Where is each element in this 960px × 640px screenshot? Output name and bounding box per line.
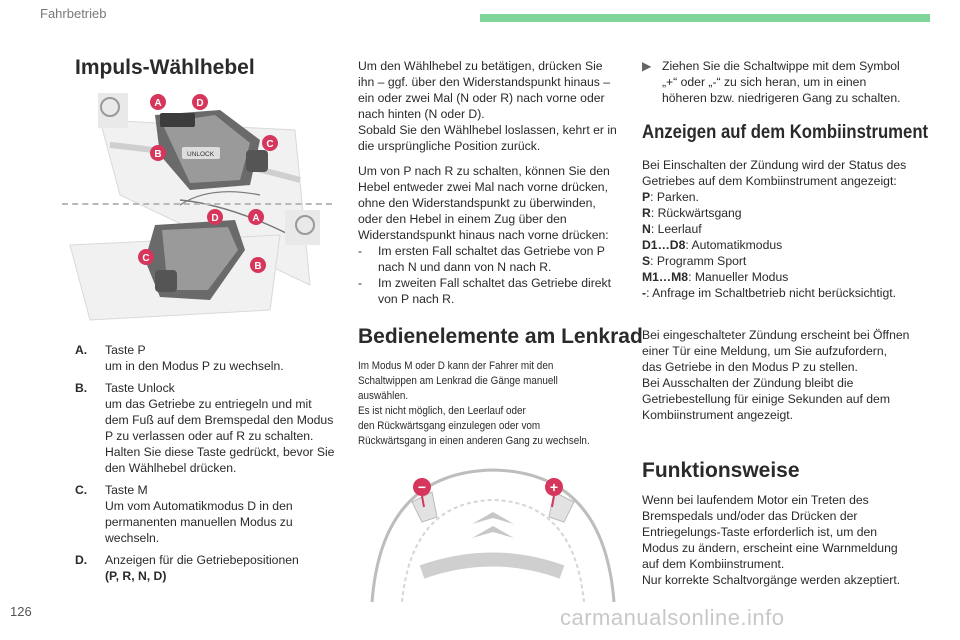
svg-text:−: − (417, 479, 427, 495)
title-impuls-waehlhebel: Impuls-Wählhebel (75, 56, 255, 79)
marker-d-bottom: D (211, 213, 219, 224)
status-item: N: Leerlauf (642, 222, 702, 236)
svg-text:+: + (549, 479, 559, 495)
section-accent-bar (480, 14, 930, 22)
section-header: Fahrbetrieb (40, 6, 107, 21)
marker-d-top: D (196, 98, 204, 109)
selector-lever-figure (60, 85, 340, 330)
status-item: M1…M8: Manueller Modus (642, 270, 789, 284)
legend-item-a: A. Taste P um in den Modus P zu wechseln. (75, 343, 284, 373)
bullet-item: - Im zweiten Fall schaltet das Getriebe direkt von P nach R. (358, 276, 612, 306)
watermark: carmanualsonline.info (560, 605, 785, 630)
lever-operation-text: Um den Wählhebel zu betätigen, drücken Sie ihn – ggf. über den Widerstandspunkt hinaus – ein oder zwei Mal (N oder R) nach vorne oder nach hinten (N oder D). Sobald Sie den Wählhebel loslassen, kehrt er in die ursprüngliche Position zurück. Um von P nach R zu schalten, können Sie den Hebel entweder zwei Mal nach vorne drücken, ohne den Widerstandspunkt zu überwinden, oder den Hebel in einem Zug über den Widerstandspunkt hinaus nach vorne drücken: - Im ersten Fall schaltet das Getriebe von P nach N und dann von N nach R. - Im zweiten Fall schaltet das Getriebe direkt von P nach R. (358, 58, 620, 307)
page-number: 126 (10, 604, 32, 619)
status-item: -: Anfrage im Schaltbetrieb nicht berücksichtigt. (642, 286, 897, 300)
marker-c-bottom: C (142, 253, 150, 264)
status-item: D1…D8: Automatikmodus (642, 238, 783, 252)
steering-wheel-figure (362, 462, 624, 602)
paddle-description: Im Modus M oder D kann der Fahrer mit den Schaltwippen am Lenkrad die Gänge manuell auswählen. Es ist nicht möglich, den Leerlauf oder den Rückwärtsgang einzulegen oder vom Rückwärtsgang in einen anderen Gang zu wechseln. (358, 360, 590, 447)
legend-item-c: C. Taste M Um vom Automatikmodus D in den permanenten manuellen Modus zu wechseln. (75, 483, 293, 545)
funktionsweise-text: Wenn bei laufendem Motor ein Treten des Bremspedals und/oder das Drücken der Entriegelungs-Taste erforderlich ist, um den Modus zu ändern, erscheint eine Warnmeldung auf dem Kombiinstrument. Nur korrekte Schaltvorgänge werden akzeptiert. (642, 493, 901, 587)
marker-a-bottom: A (252, 213, 260, 224)
marker-b-top: B (154, 149, 162, 160)
title-anzeigen-kombiinstrument: Anzeigen auf dem Kombiinstrument (642, 122, 929, 143)
legend-item-d: D. Anzeigen für die Getriebepositionen (P, R, N, D) (75, 553, 299, 583)
marker-a-top: A (154, 98, 162, 109)
unlock-button-label: UNLOCK (187, 151, 215, 158)
status-list: Bei Einschalten der Zündung wird der Status des Getriebes auf dem Kombiinstrument angezeigt: P: Parken. R: Rückwärtsgang N: Leerlauf D1…D8: Automatikmodus S: Programm Sport M1…M8: Manueller Modus -: Anfrage im Schaltbetrieb nicht berücksichtigt. (642, 157, 910, 301)
door-message-text: Bei eingeschalteter Zündung erscheint bei Öffnen einer Tür eine Meldung, um Sie aufzufordern, das Getriebe in den Modus P zu stellen. Bei Ausschalten der Zündung bleibt die Getriebestellung für einige Sekunden auf dem Kombiinstrument angezeigt. (642, 328, 910, 422)
bullet-item: - Im ersten Fall schaltet das Getriebe von P nach N und dann von N nach R. (358, 244, 605, 274)
title-bedienelemente: Bedienelemente am Lenkrad (358, 325, 643, 348)
arrow-bullet-icon: ▶ (642, 59, 652, 73)
status-item: P: Parken. (642, 190, 699, 204)
status-item: R: Rückwärtsgang (642, 206, 742, 220)
figure-divider (62, 203, 332, 205)
legend-item-b: B. Taste Unlock um das Getriebe zu entriegeln und mit dem Fuß auf dem Bremspedal den Modus P zu verlassen oder auf R zu schalten. Halten Sie diese Taste gedrückt, bevor Sie den Wählhebel drücken. (75, 381, 335, 475)
marker-b-bottom: B (254, 261, 262, 272)
marker-c-top: C (266, 139, 274, 150)
paddle-instruction: ▶ Ziehen Sie die Schaltwippe mit dem Symbol „+“ oder „-“ zu sich heran, um in einen höheren bzw. niedrigeren Gang zu schalten. (642, 59, 901, 105)
title-funktionsweise: Funktionsweise (642, 459, 800, 482)
legend-list (75, 342, 337, 584)
status-item: S: Programm Sport (642, 254, 747, 268)
